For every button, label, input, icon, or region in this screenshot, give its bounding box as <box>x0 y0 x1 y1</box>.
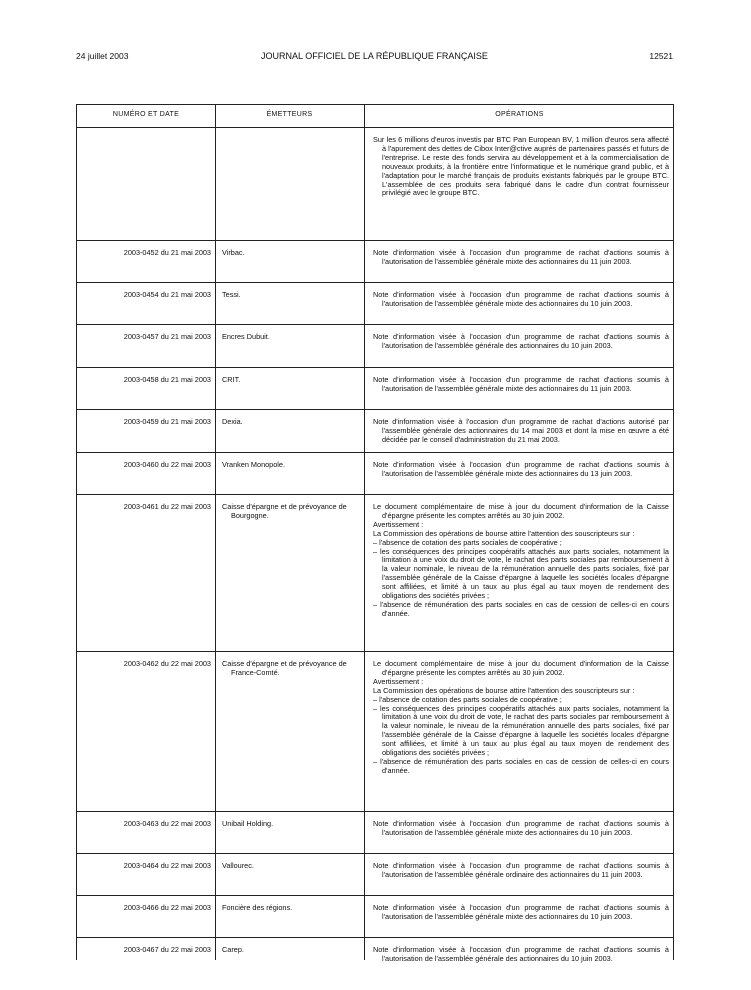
row-emitter <box>222 376 360 385</box>
operation-paragraph: Note d'information visée à l'occasion d'un programme de rachat d'actions soumis à l'autorisation de l'assemblée générale ordinaire des actionnaires du 11 juin 2003. <box>373 861 669 879</box>
operation-paragraph: Le document complémentaire de mise à jour du document d'information de la Caisse d'épargne présente les comptes arrêtés au 30 juin 2002. <box>373 659 669 677</box>
row-emitter-text: CRIT. <box>222 375 241 384</box>
column-header-emetteurs: ÉMETTEURS <box>266 111 313 118</box>
operation-paragraph: Note d'information visée à l'occasion d'un programme de rachat d'actions soumis à l'autorisation de l'assemblée générale des actionnaires du 10 juin 2003. <box>373 332 669 350</box>
table-row <box>77 651 673 812</box>
row-emitter-text: Vranken Monopole. <box>222 460 286 469</box>
page-header <box>76 51 673 63</box>
table-row <box>77 853 673 896</box>
row-operations <box>373 291 669 309</box>
table-row <box>77 811 673 854</box>
row-number-date: 2003-0457 du 21 mai 2003 <box>123 332 211 341</box>
operation-paragraph: La Commission des opérations de bourse attire l'attention des souscripteurs sur : <box>373 685 635 695</box>
row-number-date: 2003-0458 du 21 mai 2003 <box>123 375 211 384</box>
row-number-date: 2003-0459 du 21 mai 2003 <box>123 417 211 426</box>
row-operations <box>373 660 669 776</box>
row-number-date: 2003-0462 du 22 mai 2003 <box>123 659 211 668</box>
operation-paragraph: Avertissement : <box>373 676 424 686</box>
table-header <box>77 105 673 128</box>
operation-paragraph: Note d'information visée à l'occasion d'un programme de rachat d'actions autorisé par l'assemblée générale des actionnaires du 14 mai 2003 et dont la mise en œuvre a été décidée par le conseil d'administration du 21 mai 2003. <box>373 417 669 444</box>
row-number-date: 2003-0463 du 22 mai 2003 <box>123 819 211 828</box>
row-operations <box>373 333 669 351</box>
row-emitter-text: Dexia. <box>222 417 243 426</box>
row-emitter-text: Unibail Holding. <box>222 819 274 828</box>
table-row <box>77 324 673 368</box>
row-emitter-text: Caisse d'épargne et de prévoyance de Bourgogne. <box>222 502 347 520</box>
row-operations <box>373 862 669 880</box>
table-row <box>77 937 673 979</box>
operation-paragraph: Sur les 6 millions d'euros investis par BTC Pan European BV, 1 million d'euros sera affecté à l'apurement des dettes de Cibox Inter@ctive auprès de partenaires passés et futurs de l'entreprise. Le reste des fonds servira au développement et à la commercialisation de nouveaux produits, à la frontière entre l'informatique et le numérique grand public, et à l'adaptation pour le marché français de produits existants fabriqués par le groupe BTC. L'assemblée de ces produits sera fabriqué dans le cadre d'un contrat fournisseur privilégié avec le groupe BTC. <box>373 135 669 198</box>
table-row <box>77 452 673 495</box>
operation-paragraph: – l'absence de rémunération des parts sociales en cas de cession de celles-ci en cours d'année. <box>373 599 669 618</box>
row-emitter-text: Carep. <box>222 945 244 954</box>
row-emitter <box>222 503 360 521</box>
row-operations <box>373 461 669 479</box>
row-emitter-text: Caisse d'épargne et de prévoyance de France-Comté. <box>222 659 347 677</box>
column-header-numero: NUMÉRO ET DATE <box>112 111 180 118</box>
operation-paragraph: Note d'information visée à l'occasion d'un programme de rachat d'actions soumis à l'autorisation de l'assemblée générale mixte des actionnaires du 10 juin 2003. <box>373 819 669 837</box>
table-row <box>77 282 673 325</box>
table-row <box>77 895 673 938</box>
row-number-date: 2003-0461 du 22 mai 2003 <box>123 502 211 511</box>
row-number-date: 2003-0452 du 21 mai 2003 <box>123 248 211 257</box>
row-number-date: 2003-0460 du 22 mai 2003 <box>123 460 211 469</box>
table-row <box>77 240 673 283</box>
row-emitter-text: Vallourec. <box>222 861 254 870</box>
row-emitter <box>222 461 360 470</box>
table-row <box>77 409 673 453</box>
row-number-date: 2003-0467 du 22 mai 2003 <box>123 945 211 954</box>
row-emitter <box>222 946 360 955</box>
operation-paragraph: La Commission des opérations de bourse attire l'attention des souscripteurs sur : <box>373 528 635 538</box>
publication-date: 24 juillet 2003 <box>76 51 129 61</box>
row-operations <box>373 904 669 922</box>
page-number: 12521 <box>649 51 673 61</box>
operation-paragraph: – l'absence de cotation des parts sociales de coopérative ; <box>373 537 562 547</box>
operation-paragraph: Note d'information visée à l'occasion d'un programme de rachat d'actions soumis à l'autorisation de l'assemblée générale des actionnaires du 10 juin 2003. <box>373 945 669 963</box>
row-emitter <box>222 333 360 342</box>
table-row <box>77 367 673 410</box>
row-number-date: 2003-0464 du 22 mai 2003 <box>123 861 211 870</box>
row-emitter <box>222 904 360 913</box>
operation-paragraph: Note d'information visée à l'occasion d'un programme de rachat d'actions soumis à l'autorisation de l'assemblée générale mixte des actionnaires du 11 juin 2003. <box>373 248 669 266</box>
operation-paragraph: Note d'information visée à l'occasion d'un programme de rachat d'actions soumis à l'autorisation de l'assemblée générale mixte des actionnaires du 11 juin 2003. <box>373 375 669 393</box>
operations-table <box>76 104 674 963</box>
table-row <box>77 127 673 241</box>
row-emitter <box>222 820 360 829</box>
column-header-operations: OPÉRATIONS <box>495 111 544 118</box>
operation-paragraph: Le document complémentaire de mise à jour du document d'information de la Caisse d'épargne présente les comptes arrêtés au 30 juin 2002. <box>373 502 669 520</box>
row-operations <box>373 376 669 394</box>
row-number-date: 2003-0466 du 22 mai 2003 <box>123 903 211 912</box>
row-operations <box>373 249 669 267</box>
row-operations <box>373 136 669 198</box>
row-number-date: 2003-0454 du 21 mai 2003 <box>123 290 211 299</box>
row-emitter <box>222 862 360 871</box>
row-operations <box>373 503 669 619</box>
row-emitter-text: Tessi. <box>222 290 241 299</box>
row-emitter-text: Foncière des régions. <box>222 903 293 912</box>
table-row <box>77 494 673 652</box>
operation-paragraph: – les conséquences des principes coopératifs attachés aux parts sociales, notamment la limitation à une voix du droit de vote, le rachat des parts sociales par remboursement à la valeur nominale, le niveau de la rémunération annuelle des parts sociales, fixé par l'assemblée générale de la Caisse d'épargne à laquelle les sociétés locales d'épargne sont affiliées, et limité à un taux au plus égal au taux moyen de rendement des obligations des sociétés privées ; <box>373 546 669 601</box>
operation-paragraph: Note d'information visée à l'occasion d'un programme de rachat d'actions soumis à l'autorisation de l'assemblée générale mixte des actionnaires du 10 juin 2003. <box>373 903 669 921</box>
operation-paragraph: Avertissement : <box>373 519 424 529</box>
row-emitter-text: Virbac. <box>222 248 245 257</box>
operation-paragraph: Note d'information visée à l'occasion d'un programme de rachat d'actions soumis à l'autorisation de l'assemblée générale mixte des actionnaires du 10 juin 2003. <box>373 290 669 308</box>
row-operations <box>373 418 669 445</box>
row-operations <box>373 820 669 838</box>
row-emitter-text: Encres Dubuit. <box>222 332 270 341</box>
row-emitter <box>222 249 360 258</box>
operation-paragraph: – l'absence de rémunération des parts sociales en cas de cession de celles-ci en cours d'année. <box>373 756 669 775</box>
row-operations <box>373 946 669 964</box>
row-emitter <box>222 291 360 300</box>
operation-paragraph: – l'absence de cotation des parts sociales de coopérative ; <box>373 694 562 704</box>
row-emitter <box>222 660 360 678</box>
operation-paragraph: – les conséquences des principes coopératifs attachés aux parts sociales, notamment la limitation à une voix du droit de vote, le rachat des parts sociales par remboursement à la valeur nominale, le niveau de la rémunération annuelle des parts sociales, fixé par l'assemblée générale de la Caisse d'épargne à laquelle les sociétés locales d'épargne sont affiliées, et limité à un taux au plus égal au taux moyen de rendement des obligations des sociétés privées ; <box>373 703 669 758</box>
row-emitter <box>222 418 360 427</box>
operation-paragraph: Note d'information visée à l'occasion d'un programme de rachat d'actions soumis à l'autorisation de l'assemblée générale mixte des actionnaires du 13 juin 2003. <box>373 460 669 478</box>
journal-title: JOURNAL OFFICIEL DE LA RÉPUBLIQUE FRANÇAISE <box>261 51 488 61</box>
